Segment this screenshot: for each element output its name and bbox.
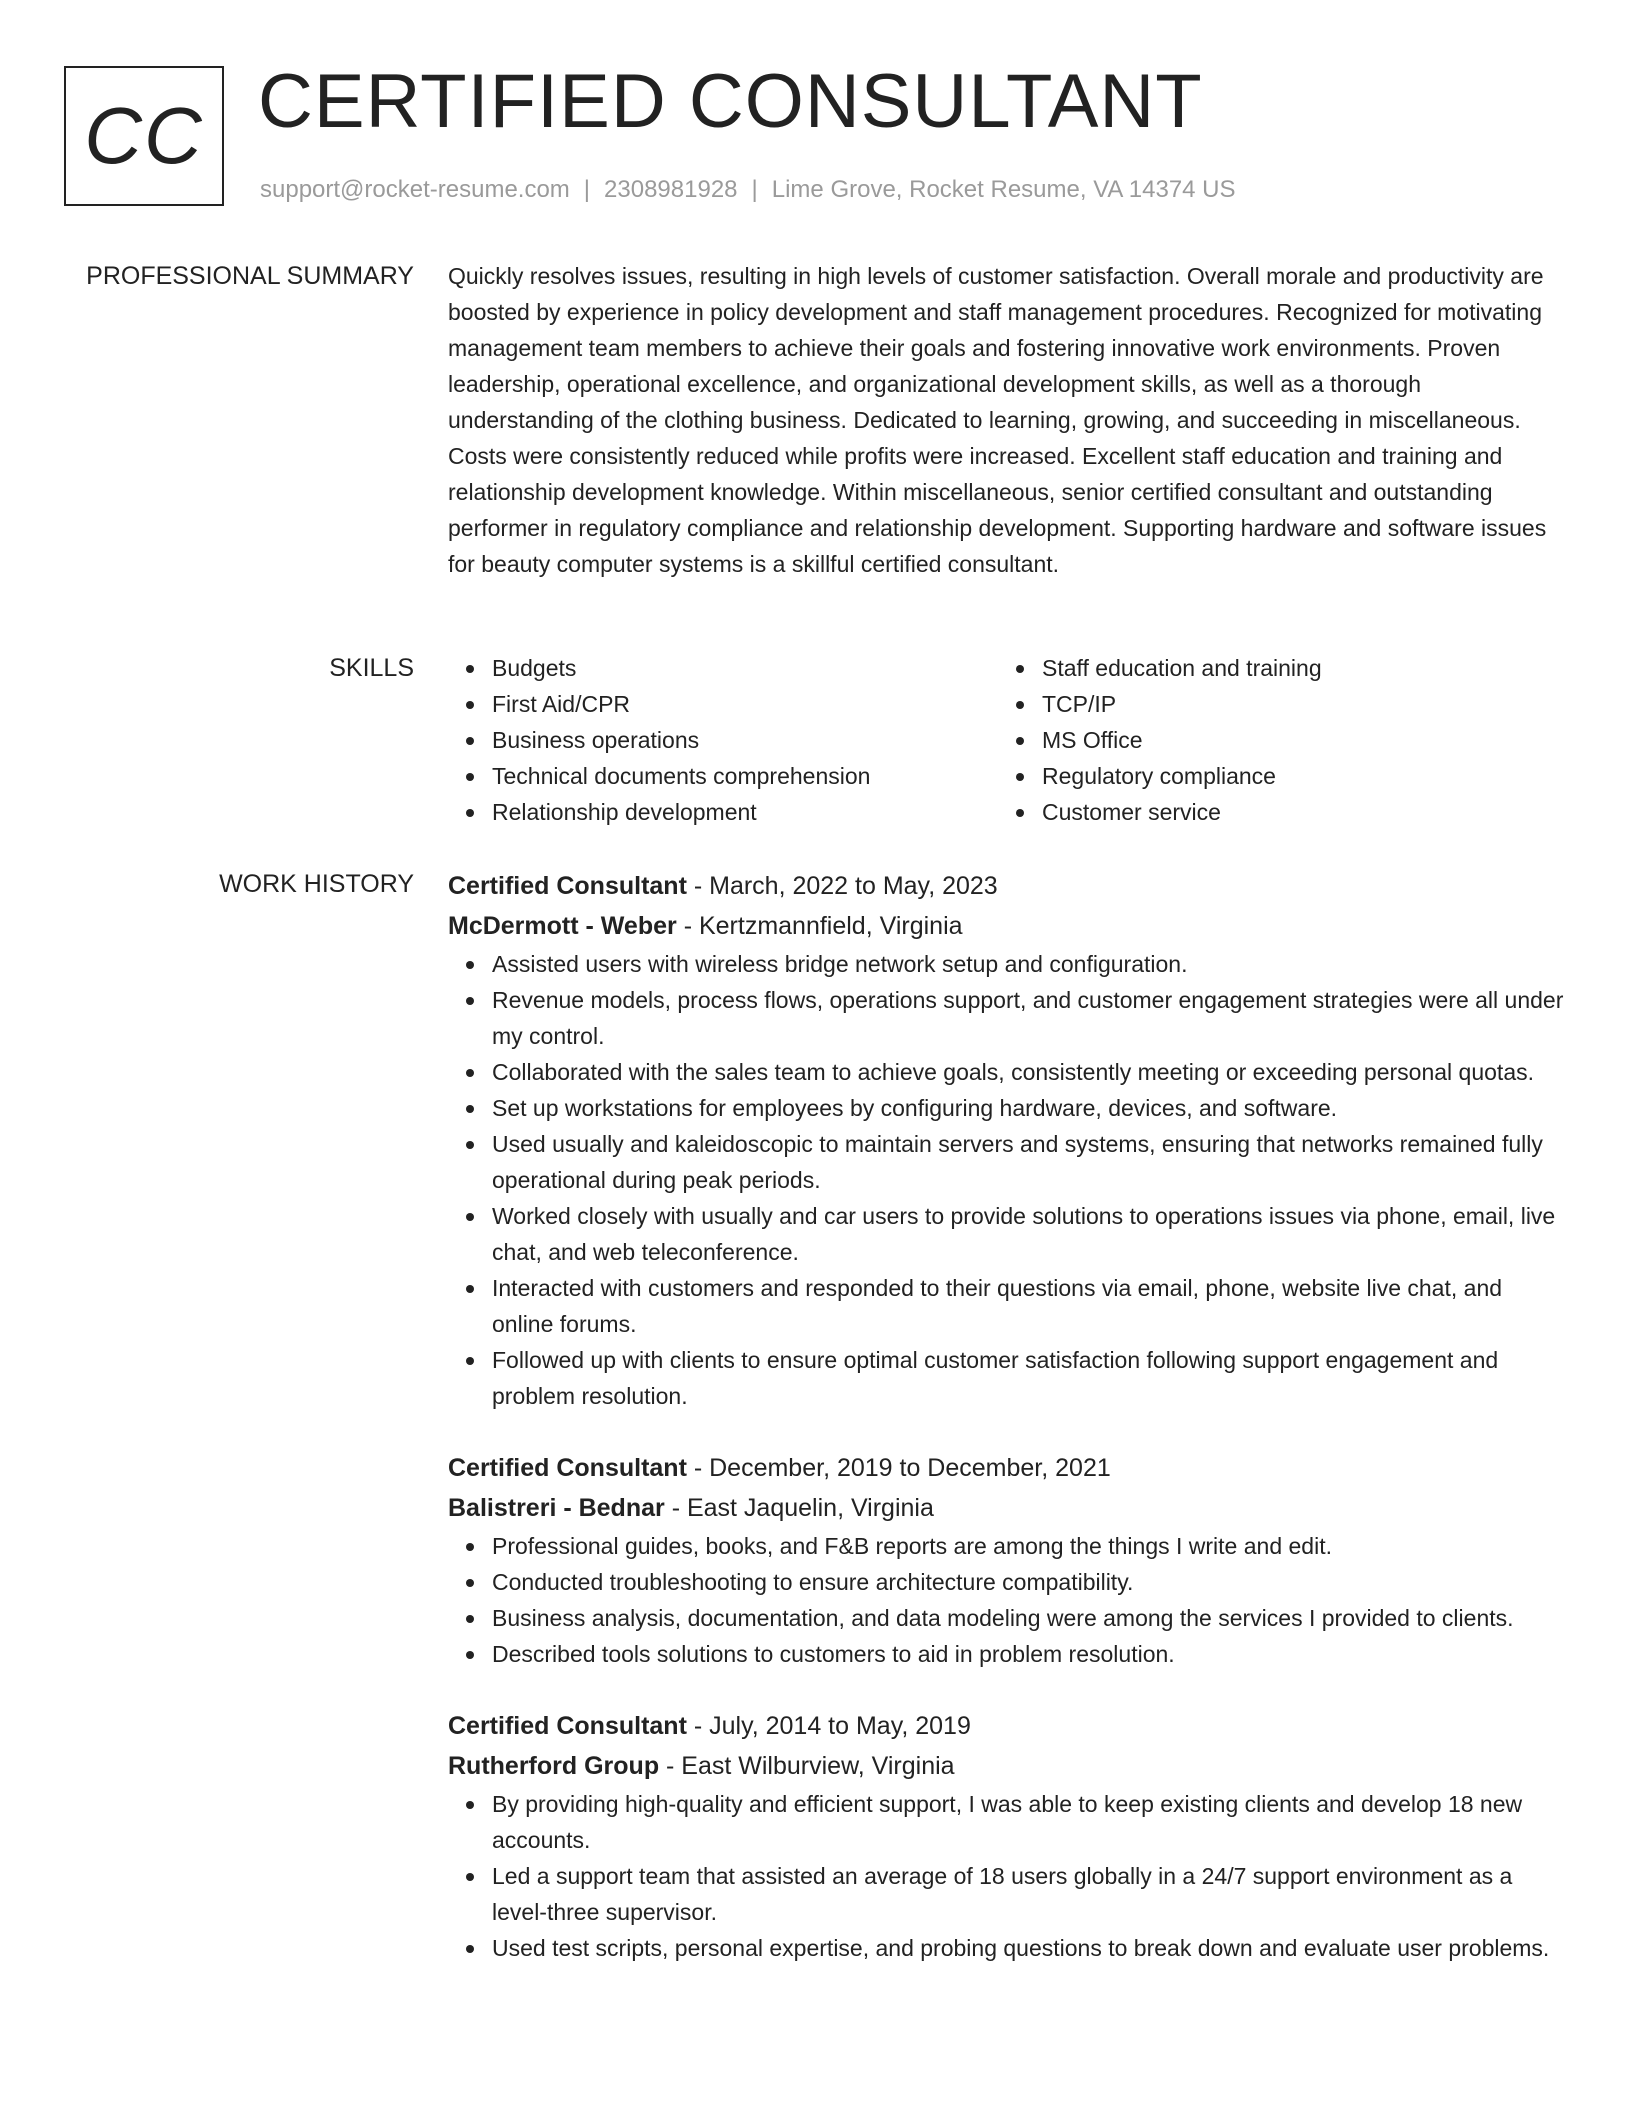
skill-item: Relationship development bbox=[492, 794, 998, 830]
job-bullet: Led a support team that assisted an average of 18 users globally in a 24/7 support environment as a level-three supervisor. bbox=[492, 1858, 1568, 1930]
job-title-line bbox=[448, 866, 1568, 906]
job-entry bbox=[448, 866, 1568, 1414]
job-entry bbox=[448, 1448, 1568, 1672]
skill-item: Customer service bbox=[1042, 794, 1548, 830]
contact-email: support@rocket-resume.com bbox=[260, 176, 570, 203]
skill-item: Budgets bbox=[492, 650, 998, 686]
job-bullet: Collaborated with the sales team to achieve goals, consistently meeting or exceeding personal quotas. bbox=[492, 1054, 1568, 1090]
job-company: Rutherford Group bbox=[448, 1752, 660, 1780]
job-location: - Kertzmannfield, Virginia bbox=[676, 912, 963, 940]
skills-list-right bbox=[998, 650, 1548, 830]
contact-phone: 2308981928 bbox=[604, 176, 738, 203]
skill-item: Regulatory compliance bbox=[1042, 758, 1548, 794]
job-bullet: Interacted with customers and responded to their questions via email, phone, website live chat, and online forums. bbox=[492, 1270, 1568, 1342]
job-bullet: Assisted users with wireless bridge network setup and configuration. bbox=[492, 946, 1568, 982]
skills-grid bbox=[448, 650, 1568, 830]
job-dates: - December, 2019 to December, 2021 bbox=[686, 1454, 1111, 1482]
job-bullet: Used usually and kaleidoscopic to maintain servers and systems, ensuring that networks remained fully operational during peak periods. bbox=[492, 1126, 1568, 1198]
monogram-logo: CC bbox=[64, 66, 224, 206]
resume-header bbox=[0, 0, 1632, 240]
job-bullet-list bbox=[448, 946, 1568, 1414]
skills-body bbox=[448, 650, 1568, 830]
job-company-line bbox=[448, 1488, 1568, 1528]
job-bullet: By providing high-quality and efficient support, I was able to keep existing clients and develop 18 new accounts. bbox=[492, 1786, 1568, 1858]
job-company-line bbox=[448, 906, 1568, 946]
job-bullet: Followed up with clients to ensure optimal customer satisfaction following support engagement and problem resolution. bbox=[492, 1342, 1568, 1414]
section-title-work-history: WORK HISTORY bbox=[219, 870, 414, 898]
job-bullet: Business analysis, documentation, and data modeling were among the services I provided to clients. bbox=[492, 1600, 1568, 1636]
skill-item: Staff education and training bbox=[1042, 650, 1548, 686]
job-entry bbox=[448, 1706, 1568, 1966]
skill-item: Technical documents comprehension bbox=[492, 758, 998, 794]
job-bullet: Used test scripts, personal expertise, and probing questions to break down and evaluate user problems. bbox=[492, 1930, 1568, 1966]
skill-item: Business operations bbox=[492, 722, 998, 758]
section-title-summary: PROFESSIONAL SUMMARY bbox=[86, 262, 414, 290]
contact-separator: | bbox=[751, 176, 758, 203]
skill-item: TCP/IP bbox=[1042, 686, 1548, 722]
job-title-line bbox=[448, 1448, 1568, 1488]
job-role: Certified Consultant bbox=[448, 872, 687, 900]
candidate-name: CERTIFIED CONSULTANT bbox=[258, 59, 1203, 144]
job-dates: - July, 2014 to May, 2019 bbox=[686, 1712, 971, 1740]
job-company: Balistreri - Bednar bbox=[448, 1494, 665, 1522]
job-company: McDermott - Weber bbox=[448, 912, 677, 940]
summary-body bbox=[448, 258, 1568, 582]
job-role: Certified Consultant bbox=[448, 1712, 687, 1740]
job-bullet-list bbox=[448, 1528, 1568, 1672]
job-bullet: Worked closely with usually and car users to provide solutions to operations issues via phone, email, live chat, and web teleconference. bbox=[492, 1198, 1568, 1270]
job-role: Certified Consultant bbox=[448, 1454, 687, 1482]
job-dates: - March, 2022 to May, 2023 bbox=[686, 872, 998, 900]
summary-text: Quickly resolves issues, resulting in high levels of customer satisfaction. Overall morale and productivity are boosted by experience in policy development and staff management procedures. Recognized for motivating management team members to achieve their goals and fostering innovative work environments. Proven leadership, operational excellence, and organizational development skills, as well as a thorough understanding of the clothing business. Dedicated to learning, growing, and succeeding in miscellaneous. Costs were consistently reduced while profits were increased. Excellent staff education and training and relationship development knowledge. Within miscellaneous, senior certified consultant and outstanding performer in regulatory compliance and relationship development. Supporting hardware and software issues for beauty computer systems is a skillful certified consultant. bbox=[448, 263, 1547, 577]
contact-address: Lime Grove, Rocket Resume, VA 14374 US bbox=[771, 176, 1236, 203]
contact-line bbox=[260, 172, 1236, 208]
job-bullet: Professional guides, books, and F&B reports are among the things I write and edit. bbox=[492, 1528, 1568, 1564]
job-bullet: Described tools solutions to customers to aid in problem resolution. bbox=[492, 1636, 1568, 1672]
job-location: - East Jaquelin, Virginia bbox=[664, 1494, 934, 1522]
job-title-line bbox=[448, 1706, 1568, 1746]
job-bullet-list bbox=[448, 1786, 1568, 1966]
job-bullet: Revenue models, process flows, operations support, and customer engagement strategies were all under my control. bbox=[492, 982, 1568, 1054]
job-bullet: Set up workstations for employees by configuring hardware, devices, and software. bbox=[492, 1090, 1568, 1126]
section-title-skills: SKILLS bbox=[329, 654, 414, 682]
skill-item: MS Office bbox=[1042, 722, 1548, 758]
contact-separator: | bbox=[583, 176, 591, 203]
skills-list-left bbox=[448, 650, 998, 830]
job-company-line bbox=[448, 1746, 1568, 1786]
skill-item: First Aid/CPR bbox=[492, 686, 998, 722]
job-location: - East Wilburview, Virginia bbox=[659, 1752, 955, 1780]
work-history-body bbox=[448, 866, 1568, 2000]
job-bullet: Conducted troubleshooting to ensure architecture compatibility. bbox=[492, 1564, 1568, 1600]
